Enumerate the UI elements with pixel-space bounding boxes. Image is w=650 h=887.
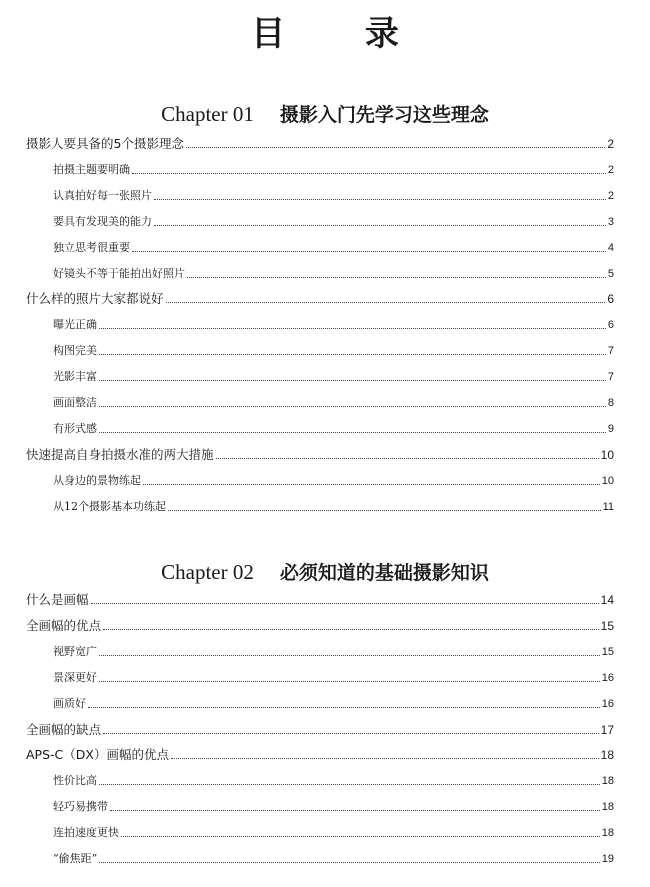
toc-entry (26, 443, 614, 463)
toc-page-number: 15 (600, 618, 614, 633)
toc-page-number: 10 (601, 474, 614, 487)
toc-entry (26, 588, 614, 608)
dot-leader (99, 680, 600, 682)
toc-page-number: 14 (600, 593, 614, 607)
toc-entry (26, 132, 614, 152)
dot-leader (132, 250, 606, 252)
toc-subentry (53, 313, 614, 333)
toc-entry-title: 拍摄主题要明确 (53, 162, 130, 176)
toc-page-number: 19 (601, 853, 614, 865)
toc-page-number: 16 (601, 671, 614, 684)
toc-entry-title: 独立思考很重要 (53, 240, 130, 254)
toc-subentry (53, 391, 614, 411)
page-title: 目 录 (251, 14, 433, 54)
toc-subentry (53, 184, 614, 204)
toc-page-number: 6 (607, 319, 614, 332)
toc-page-number: 18 (601, 827, 614, 840)
toc-subentry (53, 847, 614, 867)
toc-page-number: 18 (601, 775, 614, 788)
dot-leader (143, 483, 600, 485)
toc-subentry (53, 365, 614, 385)
dot-leader (99, 654, 600, 656)
toc-page-number: 3 (607, 215, 614, 228)
chapter-name: 摄影入门先学习这些理念 (279, 104, 489, 126)
toc-entry (26, 614, 614, 634)
toc-page-number: 10 (600, 447, 614, 462)
toc-entry-title: 什么样的照片大家都说好 (26, 291, 164, 307)
dot-leader (99, 327, 606, 329)
toc-subentry (53, 158, 614, 178)
dot-leader (186, 146, 605, 148)
dot-leader (103, 628, 599, 630)
toc-page-number: 2 (607, 137, 614, 151)
toc-subentry (53, 640, 614, 660)
toc-page-number: 18 (601, 801, 614, 814)
dot-leader (99, 405, 606, 407)
chapter-heading (0, 558, 650, 585)
toc-entry-title: 连拍速度更快 (53, 826, 119, 840)
toc-subentry (53, 692, 614, 712)
dot-leader (121, 835, 600, 837)
dot-leader (103, 732, 599, 734)
toc-page-number: 11 (602, 500, 614, 513)
toc-entry-title: 认真拍好每一张照片 (53, 188, 152, 202)
toc-page-number: 9 (607, 422, 614, 435)
toc-entry-title: 视野宽广 (53, 644, 97, 658)
toc-subentry (53, 821, 614, 841)
toc-page-number: 2 (607, 163, 614, 176)
dot-leader (154, 224, 606, 226)
dot-leader (99, 861, 600, 863)
toc-page-number: 6 (607, 292, 614, 307)
toc-page-number: 2 (607, 189, 614, 202)
toc-page-number: 4 (607, 241, 614, 254)
toc-subentry (53, 469, 614, 489)
toc-entry-title: “偷焦距” (53, 852, 98, 865)
dot-leader (99, 353, 606, 355)
toc-entry-title: 快速提高自身拍摄水准的两大措施 (26, 446, 214, 462)
toc-entry-title: 性价比高 (53, 774, 97, 788)
dot-leader (154, 198, 606, 200)
toc-subentry (53, 417, 614, 437)
toc-entry-title: 从12个摄影基本功练起 (53, 499, 166, 513)
toc-subentry (53, 210, 614, 230)
toc-entry-title: 从身边的景物练起 (53, 473, 141, 487)
toc-entry-title: 构图完美 (53, 344, 97, 358)
dot-leader (168, 509, 601, 511)
toc-subentry (53, 495, 614, 515)
dot-leader (99, 783, 600, 785)
toc-page-number: 7 (607, 345, 614, 358)
toc-subentry (53, 236, 614, 256)
toc-entry-title: 轻巧易携带 (53, 800, 108, 814)
toc-page-number: 7 (607, 371, 614, 384)
dot-leader (91, 602, 599, 604)
toc-entry-title: APS-C（DX）画幅的优点 (26, 747, 169, 763)
toc-subentry (53, 769, 614, 789)
toc-entry-title: 全画幅的缺点 (26, 721, 102, 737)
dot-leader (99, 379, 606, 381)
toc-entry (26, 287, 614, 307)
toc-subentry (53, 666, 614, 686)
chapter-number: Chapter 01 (161, 102, 254, 126)
dot-leader (110, 809, 600, 811)
toc-entry-title: 光影丰富 (53, 370, 97, 384)
toc-entry-title: 画质好 (53, 696, 86, 710)
toc-entry-title: 好镜头不等于能拍出好照片 (53, 266, 185, 280)
chapter-name: 必须知道的基础摄影知识 (279, 562, 489, 584)
dot-leader (171, 757, 599, 759)
toc-entry-title: 什么是画幅 (26, 592, 89, 607)
toc-entry (26, 718, 614, 738)
toc-entry-title: 景深更好 (53, 670, 97, 684)
dot-leader (216, 457, 599, 459)
toc-subentry (53, 339, 614, 359)
dot-leader (132, 172, 606, 174)
chapter-heading (0, 100, 650, 127)
dot-leader (187, 276, 606, 278)
toc-subentry (53, 795, 614, 815)
toc-entry-title: 要具有发现美的能力 (53, 214, 152, 228)
toc-entry-title: 有形式感 (53, 421, 97, 435)
dot-leader (88, 706, 600, 708)
toc-entry-title: 曝光正确 (53, 318, 97, 332)
toc-page-number: 17 (600, 722, 614, 737)
dot-leader (166, 301, 606, 303)
toc-entry-title: 摄影人要具备的5个摄影理念 (26, 136, 184, 151)
toc-entry-title: 全画幅的优点 (26, 617, 102, 633)
toc-page-number: 16 (601, 697, 614, 710)
chapter-number: Chapter 02 (161, 560, 254, 584)
toc-page-number: 5 (607, 267, 614, 280)
toc-subentry (53, 262, 614, 282)
toc-entry (26, 743, 614, 763)
toc-page-number: 15 (601, 645, 614, 658)
dot-leader (99, 431, 606, 433)
toc-page-number: 18 (600, 748, 614, 763)
toc-entry-title: 画面整洁 (53, 396, 97, 409)
toc-page-number: 8 (607, 397, 614, 409)
